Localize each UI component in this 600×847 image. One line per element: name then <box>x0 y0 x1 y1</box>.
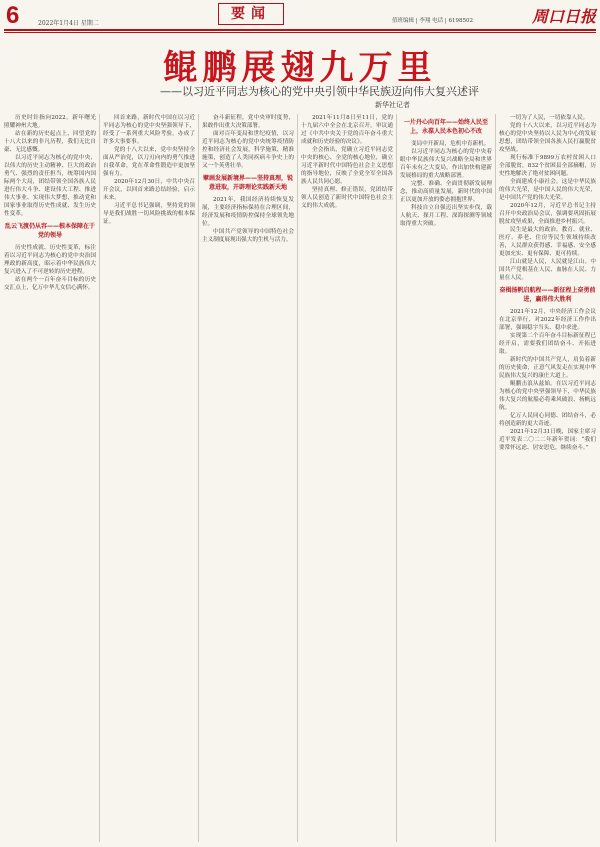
page-header <box>0 0 600 30</box>
paragraph: 实现第二个百年奋斗目标新征程已经开启，需要我们团结奋斗、开拓进取。 <box>499 333 596 355</box>
paragraph: 2021年，我国经济持续恢复发展，主要经济指标保持在合理区间，经济发展和疫情防控保持全球领先地位。 <box>202 197 294 227</box>
paragraph: 站在两个一百年奋斗目标的历史交汇点上，亿万中华儿女信心满怀。 <box>4 277 96 291</box>
paragraph: 奋斗新征程，党中央审时度势，果敢作出重大决策部署。 <box>202 115 294 129</box>
paragraph: 全会指出，党确立习近平同志党中央的核心、全党的核心地位，确立习近平新时代中国特色社会主义思想的指导地位，反映了全党全军全国各族人民共同心愿。 <box>301 147 393 185</box>
article-byline: 新华社记者 <box>375 101 410 109</box>
paragraph: 坚持真理、修正错误，党团结带领人民创造了新时代中国特色社会主义的伟大成就。 <box>301 187 393 209</box>
paragraph: 2020年12月，习近平总书记主持召开中央政治局会议，强调要巩固拓展脱贫攻坚成果，全面推进乡村振兴。 <box>499 203 596 225</box>
paragraph: 鲲鹏击浪从兹始。在以习近平同志为核心的党中央坚强领导下，中华民族伟大复兴的航船必将乘风破浪、扬帆远航。 <box>499 381 596 411</box>
paragraph: 现行标准下9899万农村贫困人口全部脱贫，832个贫困县全部摘帽，历史性地解决了绝对贫困问题。 <box>499 155 596 177</box>
paragraph: 面对百年变局和世纪疫情，以习近平同志为核心的党中央统筹疫情防控和经济社会发展，科学施策，精准施策，创造了人类同疾病斗争史上的又一个英勇壮举。 <box>202 131 294 169</box>
newspaper-masthead: 周口日报 <box>532 7 597 26</box>
paragraph: 江山就是人民，人民就是江山。中国共产党根基在人民、血脉在人民、力量在人民。 <box>499 259 596 281</box>
paragraph: 2021年12月31日晚，国家主席习近平发表二〇二二年新年贺词：“我们要常怀远虑、居安思危，继续奋斗。” <box>499 429 596 451</box>
column-divider <box>297 114 298 842</box>
editor-info: 值班编辑 | 李翔 电话 | 6198502 <box>392 18 473 24</box>
paragraph: 党的十八大以来，以习近平同志为核心的党中央坚持以人民为中心的发展思想，团结带领全国各族人民打赢脱贫攻坚战。 <box>499 123 596 153</box>
column-divider <box>396 114 397 842</box>
text-column <box>202 114 294 842</box>
paragraph: 科技自立自强迈出坚实步伐，载人航天、探月工程、深海探测等领域取得重大突破。 <box>400 205 492 227</box>
section-subhead: 乱云飞渡仍从容——根本保障在于党的领导 <box>4 223 95 239</box>
paragraph: 以习近平同志为核心的党中央，以伟大的历史主动精神、巨大的政治勇气、强烈的责任担当，统筹国内国际两个大局，团结带领全国各族人民进行伟大斗争、建设伟大工程、推进伟大事业、实现伟大梦想，推动党和国家事业取得历史性成就、发生历史性变革。 <box>4 155 96 217</box>
article-subheadline: ——以习近平同志为核心的党中央引领中华民族迈向伟大复兴述评 <box>160 85 479 98</box>
paragraph: 完整、准确、全面贯彻新发展理念，推动高质量发展，新时代的中国正以更加开放的姿态拥抱世界。 <box>400 181 492 203</box>
paragraph: 一切为了人民，一切依靠人民。 <box>510 115 589 121</box>
paragraph: 回首来路，新时代中国在以习近平同志为核心的党中央坚强领导下，经受了一系列重大风险考验，办成了许多大事要事。 <box>103 115 195 145</box>
paragraph: 亿万人民同心同德、团结奋斗，必将创造新的更大奇迹。 <box>499 413 596 427</box>
text-column <box>103 114 195 842</box>
paragraph: 以习近平同志为核心的党中央着眼中华民族伟大复兴战略全局和世界百年未有之大变局，作出加快构建新发展格局的重大战略部署。 <box>400 149 492 179</box>
paragraph: 变局中开新局，危机中育新机。 <box>411 141 490 147</box>
text-column <box>400 114 492 842</box>
paragraph: 2021年11月8日至11日，党的十九届六中全会在北京召开，审议通过《中共中央关于党的百年奋斗重大成就和历史经验的决议》。 <box>301 115 393 145</box>
page-number: 6 <box>6 2 20 29</box>
header-rule <box>4 29 596 31</box>
paragraph: 习近平总书记强调，坚持党的领导是我们战胜一切风险挑战的根本保证。 <box>103 203 195 225</box>
paragraph: 站在新的历史起点上，回望党的十八大以来的非凡历程，我们无比自豪、无比感慨。 <box>4 131 96 153</box>
paragraph: 历史性成就、历史性变革，标注着以习近平同志为核心的党中央治国理政的新高度，昭示着中华民族伟大复兴进入了不可逆转的历史进程。 <box>4 245 96 275</box>
paragraph: 民生是最大的政治。教育、就业、医疗、养老、住房等民生领域持续改善，人民群众获得感、幸福感、安全感更加充实、更有保障、更可持续。 <box>499 227 596 257</box>
text-column <box>4 114 96 842</box>
issue-date: 2022年1月4日 星期二 <box>38 20 99 27</box>
column-divider <box>99 114 100 842</box>
paragraph: 2020年12月30日，中共中央召开会议，以回首来路总结经验，启示未来。 <box>103 179 195 201</box>
section-subhead: 奋楫扬帆启航程——新征程上奋勇前进，赢得伟大胜利 <box>499 287 596 303</box>
paragraph: 党的十八大以来，党中央坚持全面从严治党，以刀刃向内的勇气推进自我革命，党在革命性锻造中更加坚强有力。 <box>103 147 195 177</box>
text-column <box>301 114 393 842</box>
article-body <box>4 114 596 842</box>
column-divider <box>198 114 199 842</box>
paragraph: 2021年12月，中央经济工作会议在北京举行，对2022年经济工作作出部署，强调稳字当头、稳中求进。 <box>499 309 596 331</box>
paragraph: 历史时针指向2022，新年曙光照耀神州大地。 <box>4 115 96 129</box>
text-column <box>499 114 596 842</box>
paragraph: 新时代的中国共产党人，肩负着新的历史使命，正意气风发走在实现中华民族伟大复兴的康庄大道上。 <box>499 357 596 379</box>
section-label: 要闻 <box>218 3 284 25</box>
article-headline: 鲲鹏展翅九万里 <box>163 48 437 88</box>
paragraph: 中国共产党领导的中国特色社会主义制度展现出强大的生机与活力。 <box>202 229 294 243</box>
column-divider <box>495 114 496 842</box>
paragraph: 全面建成小康社会，这是中华民族的伟大光荣，是中国人民的伟大光荣，是中国共产党的伟大光荣。 <box>499 179 596 201</box>
section-subhead: 一片丹心向百年——始终人民至上，永葆人民本色初心不改 <box>403 119 488 135</box>
section-subhead: 擘画发展新境界——坚持真理，锐意进取，开辟理论实践新天地 <box>202 175 293 191</box>
header-rule-thin <box>4 32 596 33</box>
